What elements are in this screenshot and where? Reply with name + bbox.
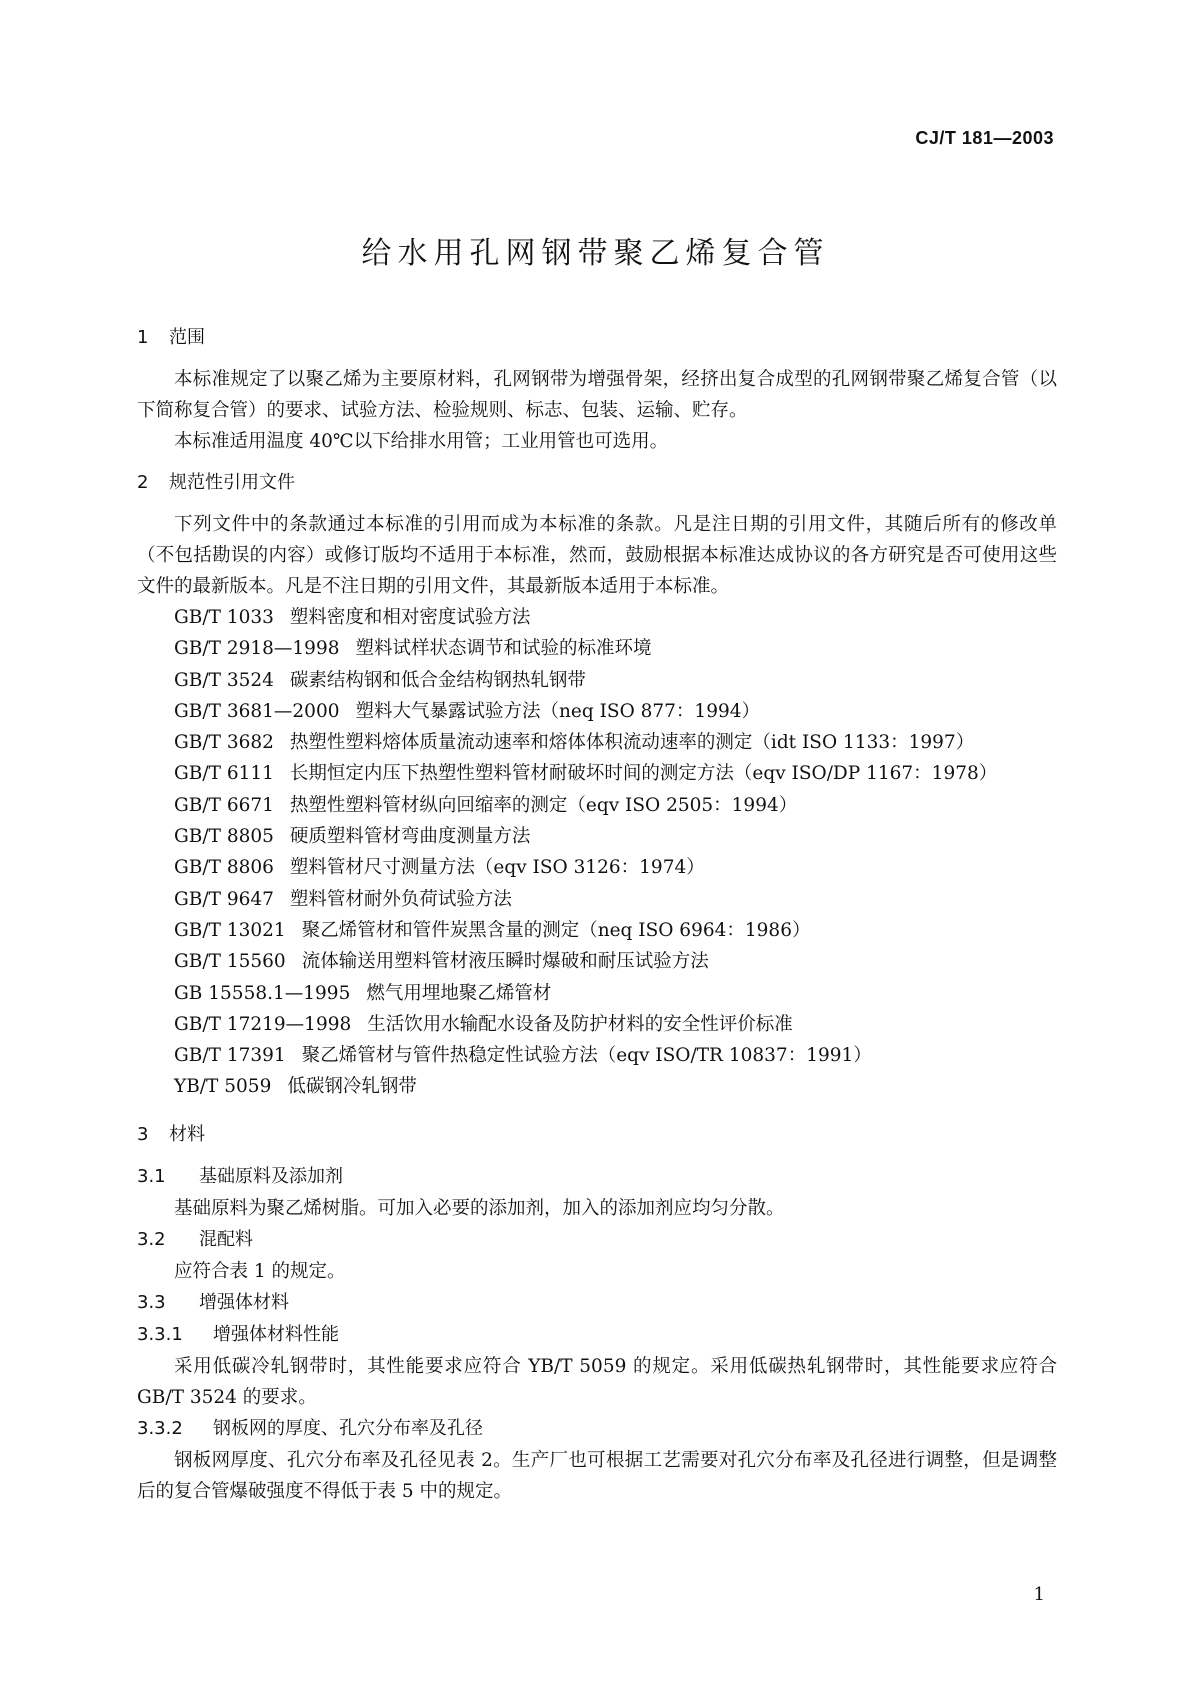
reference-code: GB/T 8805 [174, 826, 274, 848]
reference-item [137, 1009, 1057, 1040]
subsection-title: 基础原料及添加剂 [199, 1165, 343, 1187]
reference-list [137, 602, 1057, 1103]
reference-title: 聚乙烯管材和管件炭黑含量的测定（neq ISO 6964：1986） [301, 919, 811, 941]
reference-code: GB/T 1033 [174, 607, 274, 628]
reference-code: GB/T 3524 [174, 669, 274, 691]
subsection-number: 3.3.2 [137, 1417, 183, 1439]
subsection-number: 3.3 [137, 1291, 166, 1313]
paragraph: 应符合表 1 的规定。 [174, 1260, 346, 1282]
reference-title: 聚乙烯管材与管件热稳定性试验方法（eqv ISO/TR 10837：1991） [301, 1045, 872, 1067]
reference-code: GB/T 13021 [174, 919, 286, 941]
reference-item [137, 633, 1057, 664]
reference-item [137, 915, 1057, 946]
reference-code: YB/T 5059 [174, 1076, 272, 1098]
reference-title: 塑料密度和相对密度试验方法 [289, 607, 531, 628]
reference-item [137, 790, 1057, 821]
reference-code: GB/T 3681—2000 [174, 700, 340, 722]
section-title: 材料 [169, 1123, 205, 1145]
reference-item [137, 852, 1057, 883]
subsection-number: 3.1 [137, 1165, 166, 1187]
reference-title: 热塑性塑料管材纵向回缩率的测定（eqv ISO 2505：1994） [289, 794, 798, 816]
paragraph: 采用低碳冷轧钢带时，其性能要求应符合 YB/T 5059 的规定。采用低碳热轧钢带时，其性能要求应符合 GB/T 3524 的要求。 [137, 1355, 1057, 1408]
subsection-number: 3.2 [137, 1228, 166, 1250]
reference-item [137, 978, 1057, 1009]
reference-code: GB/T 6111 [174, 763, 274, 785]
reference-item [137, 696, 1057, 727]
subsection-3-3-1-heading [137, 1319, 1057, 1351]
paragraph: 基础原料为聚乙烯树脂。可加入必要的添加剂，加入的添加剂应均匀分散。 [174, 1197, 785, 1219]
reference-code: GB/T 2918—1998 [174, 638, 340, 660]
subsection-number: 3.3.1 [137, 1323, 183, 1345]
reference-title: 低碳钢冷轧钢带 [287, 1076, 417, 1098]
paragraph: 本标准适用温度 40℃以下给排水用管；工业用管也可选用。 [174, 431, 669, 452]
subsection-title: 混配料 [199, 1228, 253, 1250]
reference-code: GB/T 3682 [174, 732, 274, 754]
reference-title: 燃气用埋地聚乙烯管材 [366, 982, 552, 1004]
reference-code: GB/T 9647 [174, 888, 274, 910]
subsection-title: 增强体材料性能 [213, 1323, 339, 1345]
subsection-title: 增强体材料 [199, 1291, 289, 1313]
reference-title: 生活饮用水输配水设备及防护材料的安全性评价标准 [367, 1013, 793, 1035]
reference-code: GB/T 8806 [174, 857, 274, 879]
reference-item [137, 821, 1057, 852]
reference-title: 流体输送用塑料管材液压瞬时爆破和耐压试验方法 [301, 951, 709, 973]
reference-item [137, 727, 1057, 758]
section-number: 3 [137, 1123, 149, 1145]
reference-item [137, 884, 1057, 915]
subsection-3-2-heading [137, 1224, 1057, 1256]
section-2-heading [137, 467, 1057, 499]
reference-item [137, 602, 1057, 633]
subsection-title: 钢板网的厚度、孔穴分布率及孔径 [213, 1417, 483, 1439]
reference-item [137, 758, 1057, 789]
section-3-heading [137, 1119, 1057, 1151]
reference-title: 塑料大气暴露试验方法（neq ISO 877：1994） [355, 700, 761, 722]
section-title: 范围 [169, 327, 205, 348]
reference-title: 热塑性塑料熔体质量流动速率和熔体体积流动速率的测定（idt ISO 1133：1997） [289, 732, 975, 754]
reference-title: 塑料试样状态调节和试验的标准环境 [355, 638, 652, 660]
page-title: 给水用孔网钢带聚乙烯复合管 [361, 236, 830, 271]
subsection-3-1-heading [137, 1161, 1057, 1193]
standard-number: CJ/T 181—2003 [915, 128, 1054, 148]
reference-item [137, 1040, 1057, 1071]
section-number: 1 [137, 327, 149, 348]
reference-code: GB 15558.1—1995 [174, 982, 351, 1004]
reference-title: 塑料管材耐外负荷试验方法 [289, 888, 512, 910]
reference-item [137, 1071, 1057, 1102]
reference-title: 硬质塑料管材弯曲度测量方法 [289, 826, 531, 848]
subsection-3-3-2-heading [137, 1413, 1057, 1445]
reference-code: GB/T 17391 [174, 1045, 286, 1067]
paragraph: 下列文件中的条款通过本标准的引用而成为本标准的条款。凡是注日期的引用文件，其随后所有的修改单（不包括勘误的内容）或修订版均不适用于本标准，然而，鼓励根据本标准达成协议的各方研究是否可使用这些文件的最新版本。凡是不注日期的引用文件，其最新版本适用于本标准。 [137, 514, 1057, 597]
reference-code: GB/T 15560 [174, 951, 286, 973]
reference-item [137, 946, 1057, 977]
subsection-3-3-heading [137, 1287, 1057, 1319]
reference-title: 长期恒定内压下热塑性塑料管材耐破坏时间的测定方法（eqv ISO/DP 1167：1978） [289, 763, 998, 785]
paragraph: 钢板网厚度、孔穴分布率及孔径见表 2。生产厂也可根据工艺需要对孔穴分布率及孔径进行调整，但是调整后的复合管爆破强度不得低于表 5 中的规定。 [137, 1449, 1057, 1502]
document-body [137, 322, 1057, 1507]
section-number: 2 [137, 472, 149, 493]
reference-title: 塑料管材尺寸测量方法（eqv ISO 3126：1974） [289, 857, 705, 879]
reference-item [137, 665, 1057, 696]
page-number: 1 [1033, 1584, 1045, 1605]
reference-code: GB/T 6671 [174, 794, 274, 816]
reference-code: GB/T 17219—1998 [174, 1013, 352, 1035]
section-1-heading [137, 322, 1057, 354]
reference-title: 碳素结构钢和低合金结构钢热轧钢带 [289, 669, 586, 691]
section-title: 规范性引用文件 [169, 472, 295, 493]
paragraph: 本标准规定了以聚乙烯为主要原材料，孔网钢带为增强骨架，经挤出复合成型的孔网钢带聚乙烯复合管（以下简称复合管）的要求、试验方法、检验规则、标志、包装、运输、贮存。 [137, 369, 1057, 421]
